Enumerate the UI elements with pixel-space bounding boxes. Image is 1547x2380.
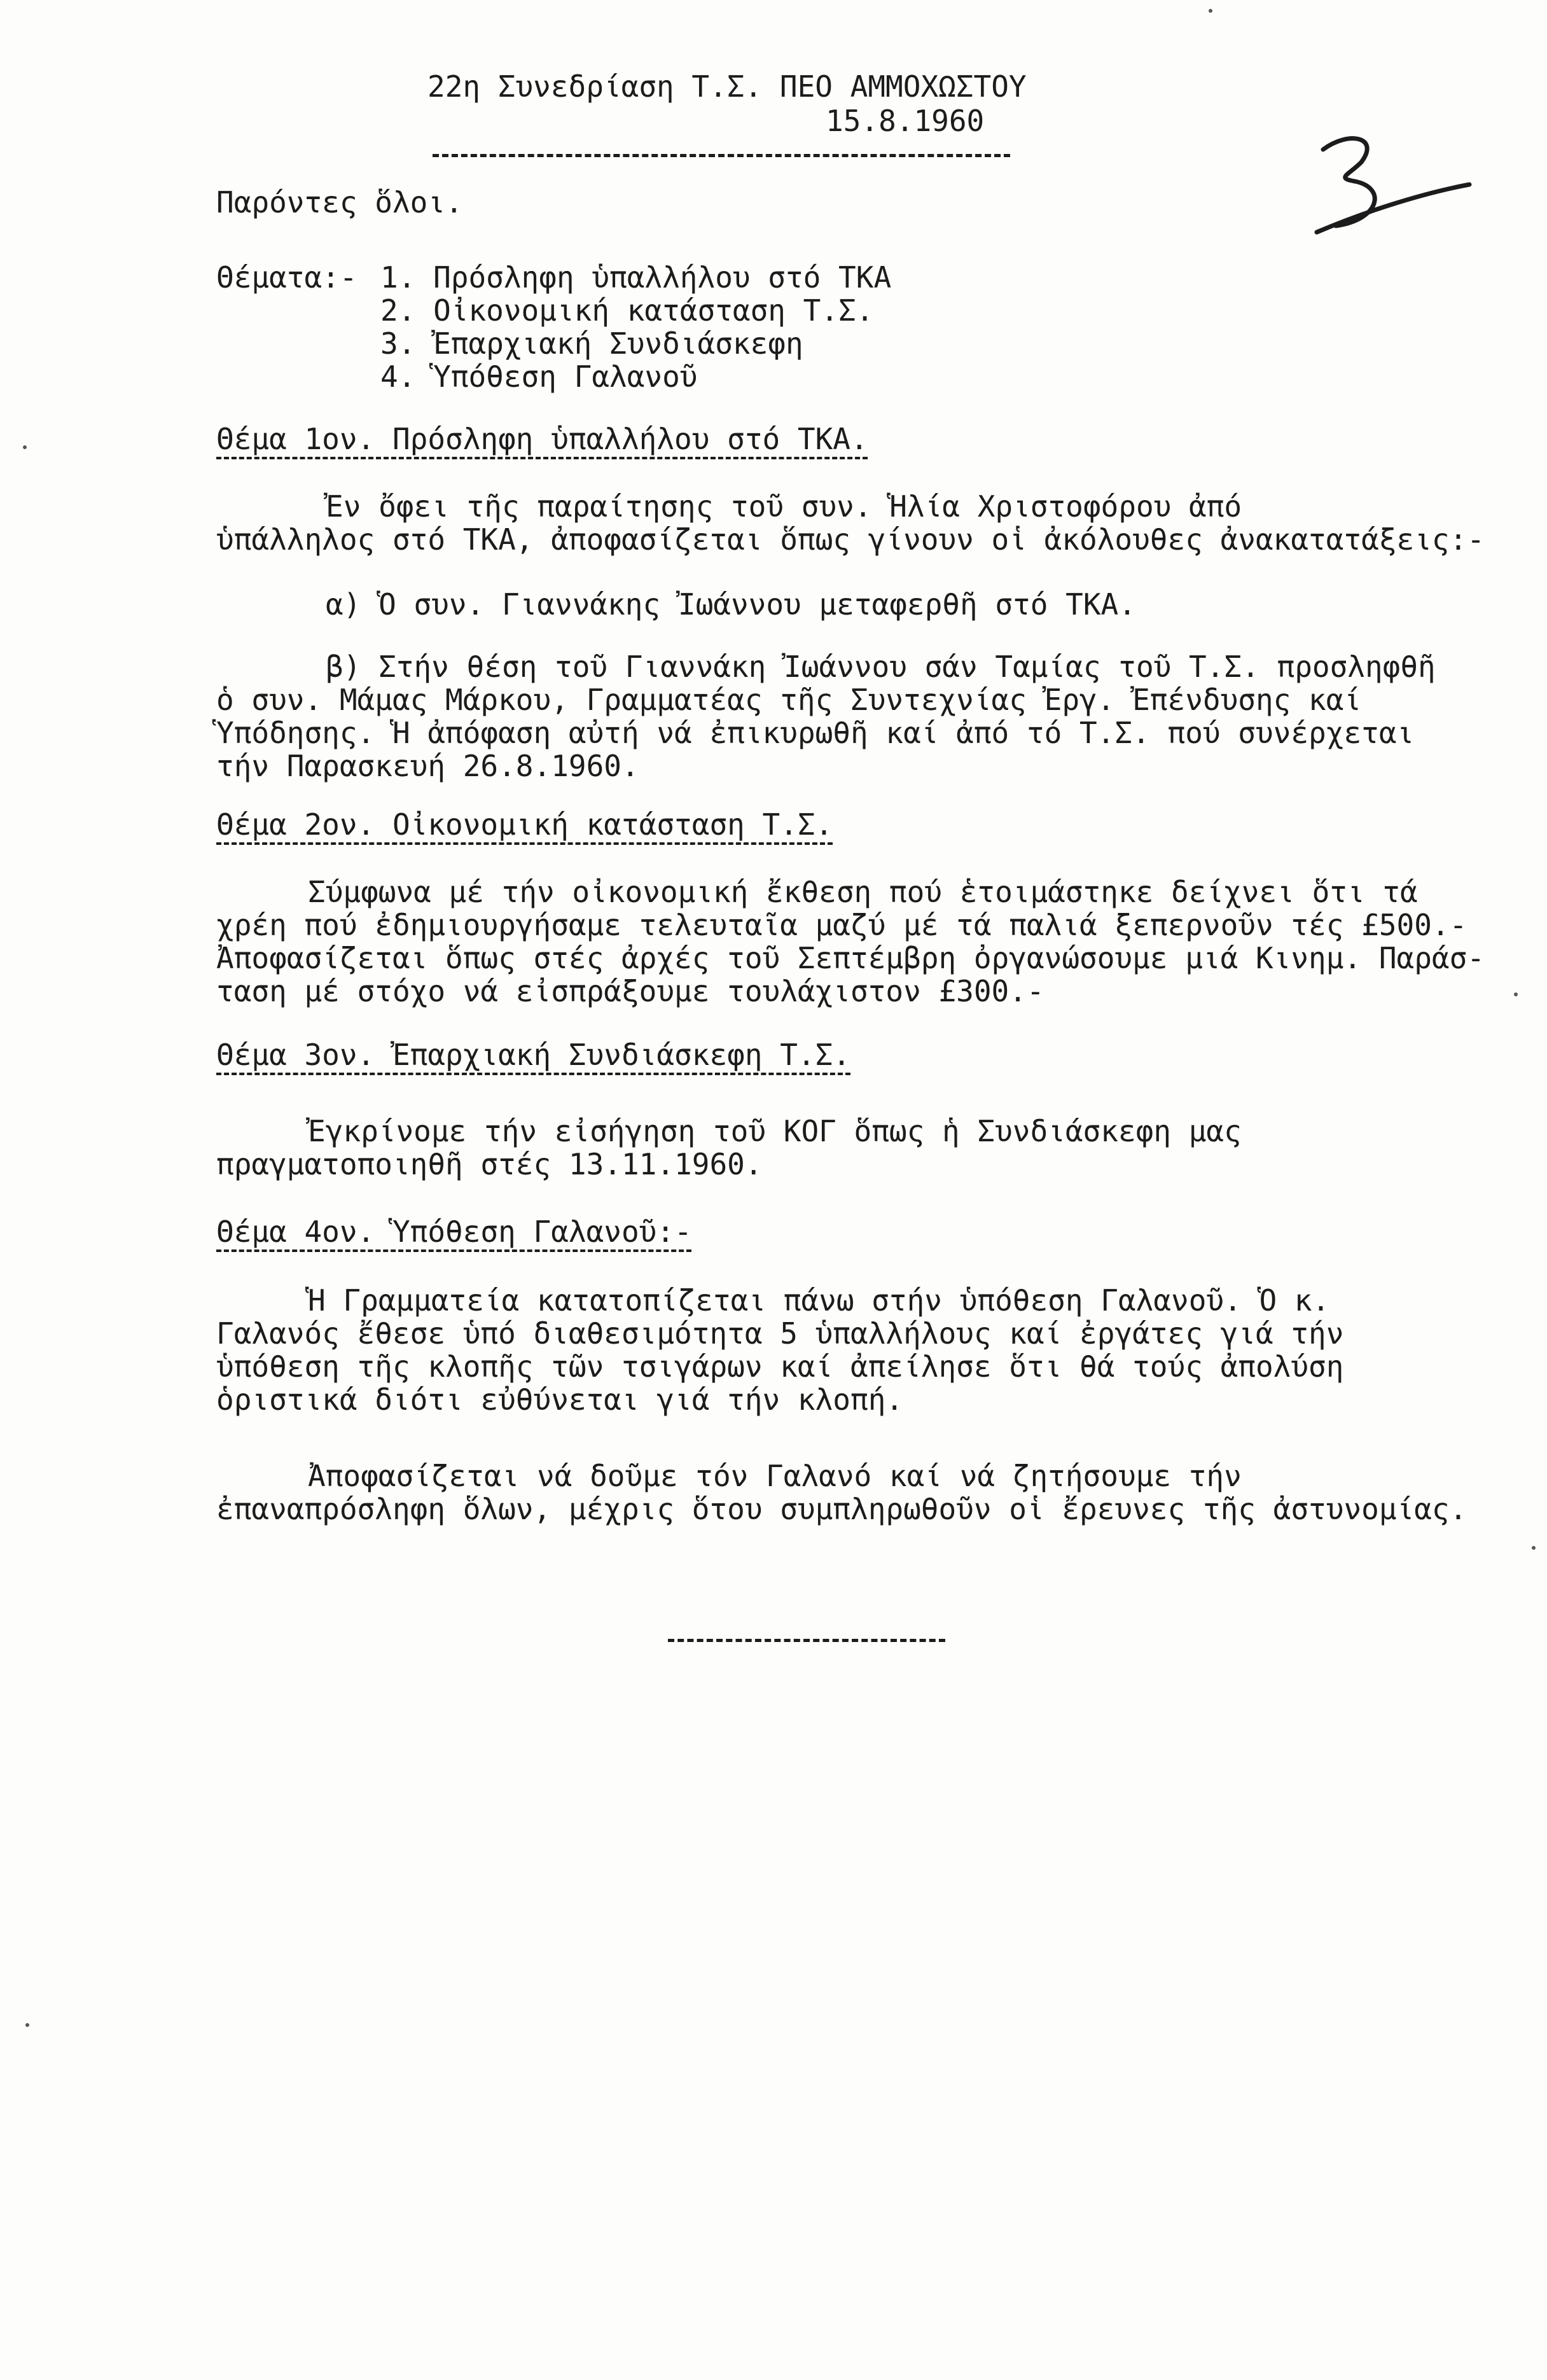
topic4-text: ὁριστικά διότι εὐθύνεται γιά τήν κλοπή. [216, 1382, 904, 1417]
topic1-item-a: α) Ὁ συν. Γιαννάκης Ἰωάννου μεταφερθῆ στό ΤΚΑ. [326, 587, 1136, 622]
topic1-text: Ἐν ὄφει τῆς παραίτησης τοῦ συν. Ἡλία Χριστοφόρου ἀπό [326, 489, 1242, 524]
agenda-label: Θέματα:- [216, 260, 357, 295]
topic2-text: Ἀποφασίζεται ὅπως στές ἀρχές τοῦ Σεπτέμβρη ὀργανώσουμε μιά Κινημ. Παράσ- [216, 941, 1485, 975]
topic4-heading: Θέμα 4ον. Ὑπόθεση Γαλανοῦ:- [216, 1214, 692, 1249]
topic4-text: Ἀποφασίζεται νά δοῦμε τόν Γαλανό καί νά ζητήσουμε τήν [308, 1459, 1242, 1493]
topic2-text: Σύμφωνα μέ τήν οἰκονομική ἔκθεση πού ἑτοιμάστηκε δείχνει ὅτι τά [308, 875, 1418, 909]
header-divider [433, 154, 1010, 157]
scan-speck [1532, 1546, 1536, 1550]
handwritten-page-number [1310, 124, 1476, 239]
scan-speck [1209, 9, 1212, 13]
topic1-item-b: Ὑπόδησης. Ἡ ἀπόφαση αὐτή νά ἐπικυρωθῆ καί ἀπό τό Τ.Σ. πού συνέρχεται [216, 716, 1415, 750]
meeting-date: 15.8.1960 [826, 104, 985, 138]
topic3-text: πραγματοποιηθῆ στές 13.11.1960. [216, 1147, 763, 1181]
topic3-heading: Θέμα 3ον. Ἐπαρχιακή Συνδιάσκεφη Τ.Σ. [216, 1038, 850, 1072]
topic2-text: ταση μέ στόχο νά εἰσπράξουμε τουλάχιστον £300.- [216, 974, 1044, 1008]
topic4-text: Γαλανός ἔθεσε ὑπό διαθεσιμότητα 5 ὑπαλλήλους καί ἐργάτες γιά τήν [216, 1316, 1344, 1351]
topic2-text: χρέη πού ἐδημιουργήσαμε τελευταῖα μαζύ μέ τά παλιά ξεπερνοῦν τές £500.- [216, 908, 1467, 942]
topic1-item-b: τήν Παρασκευή 26.8.1960. [216, 749, 639, 783]
topic4-text: ὑπόθεση τῆς κλοπῆς τῶν τσιγάρων καί ἀπείλησε ὅτι θά τούς ἀπολύση [216, 1349, 1344, 1384]
agenda-item: 1. Πρόσληφη ὑπαλλήλου στό ΤΚΑ [380, 260, 892, 295]
scan-speck [1514, 992, 1518, 996]
topic4-text: ἐπαναπρόσληφη ὅλων, μέχρις ὅτου συμπληρωθοῦν οἱ ἔρευνες τῆς ἀστυνομίας. [216, 1492, 1467, 1526]
attendance-line: Παρόντες ὅλοι. [216, 185, 463, 219]
scan-speck [25, 2023, 29, 2027]
topic4-text: Ἡ Γραμματεία κατατοπίζεται πάνω στήν ὑπόθεση Γαλανοῦ. Ὁ κ. [308, 1283, 1330, 1318]
meeting-title: 22η Συνεδρίαση Τ.Σ. ΠΕΟ ΑΜΜΟΧΩΣΤΟΥ [427, 69, 1027, 104]
topic1-item-b: ὁ συν. Μάμας Μάρκου, Γραμματέας τῆς Συντεχνίας Ἐργ. Ἐπένδυσης καί [216, 683, 1362, 717]
agenda-item: 2. Οἰκονομική κατάσταση Τ.Σ. [380, 293, 874, 328]
closing-divider [668, 1639, 945, 1642]
scan-speck [23, 445, 27, 449]
topic3-text: Ἐγκρίνομε τήν εἰσήγηση τοῦ ΚΟΓ ὅπως ἡ Συνδιάσκεφη μας [308, 1114, 1242, 1148]
agenda-item: 3. Ἐπαρχιακή Συνδιάσκεφη [380, 326, 803, 361]
topic2-heading: Θέμα 2ον. Οἰκονομική κατάσταση Τ.Σ. [216, 807, 833, 842]
topic1-heading: Θέμα 1ον. Πρόσληφη ὑπαλλήλου στό ΤΚΑ. [216, 422, 868, 456]
agenda-item: 4. Ὑπόθεση Γαλανοῦ [380, 359, 698, 394]
topic1-item-b: β) Στήν θέση τοῦ Γιαννάκη Ἰωάννου σάν Ταμίας τοῦ Τ.Σ. προσληφθῆ [326, 650, 1436, 684]
topic1-text: ὑπάλληλος στό ΤΚΑ, ἀποφασίζεται ὅπως γίνουν οἱ ἀκόλουθες ἀνακατατάξεις:- [216, 522, 1485, 557]
